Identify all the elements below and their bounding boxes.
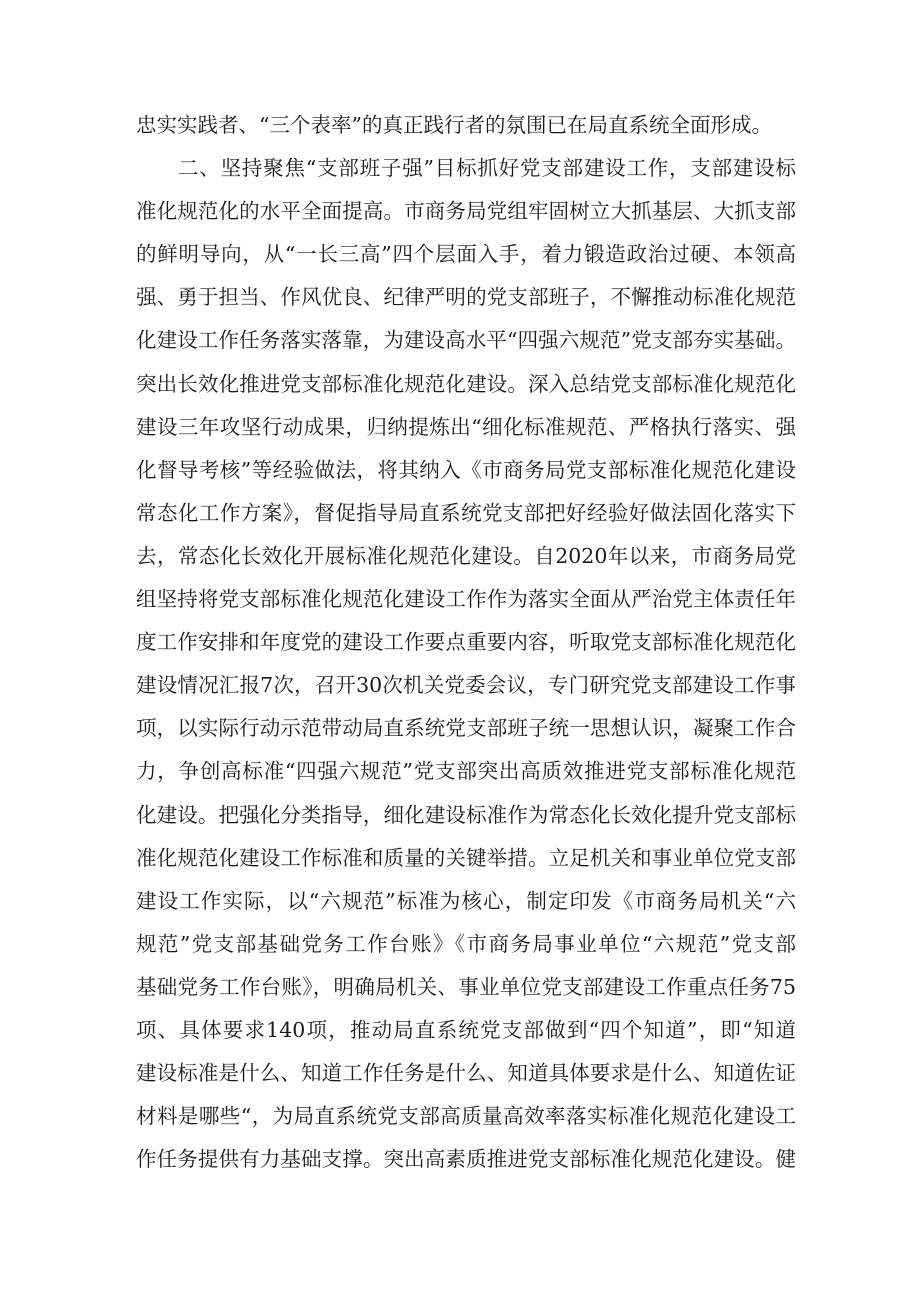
- text-line: 化督导考核”等经验做法，将其纳入《市商务局党支部标准化规范化建设: [136, 457, 796, 482]
- text-line: 化建设工作任务落实落靠，为建设高水平“四强六规范”党支部夯实基础。: [136, 328, 796, 353]
- text-line: 二、坚持聚焦“支部班子强”目标抓好党支部建设工作，支部建设标: [178, 156, 796, 181]
- text-line: 基础党务工作台账》，明确局机关、事业单位党支部建设工作重点任务75: [136, 974, 796, 999]
- text-line: 准化规范化建设工作标准和质量的关键举措。立足机关和事业单位党支部: [136, 845, 796, 870]
- text-line: 准化规范化的水平全面提高。市商务局党组牢固树立大抓基层、大抓支部: [136, 199, 796, 224]
- text-line: 建设三年攻坚行动成果，归纳提炼出“细化标准规范、严格执行落实、强: [136, 414, 796, 439]
- text-line: 建设工作实际，以“六规范”标准为核心，制定印发《市商务局机关“六: [136, 888, 796, 913]
- text-line: 常态化工作方案》，督促指导局直系统党支部把好经验好做法固化落实下: [136, 500, 796, 525]
- text-line: 作任务提供有力基础支撑。突出高素质推进党支部标准化规范化建设。健: [136, 1147, 796, 1172]
- text-line: 力，争创高标准“四强六规范”党支部突出高质效推进党支部标准化规范: [136, 759, 796, 784]
- text-line: 项、具体要求140项，推动局直系统党支部做到“四个知道”，即“知道: [136, 1017, 796, 1042]
- text-line: 规范”党支部基础党务工作台账》《市商务局事业单位“六规范”党支部: [136, 931, 796, 956]
- text-line: 忠实实践者、“三个表率”的真正践行者的氛围已在局直系统全面形成。: [136, 113, 772, 137]
- document-body: [136, 104, 796, 1181]
- text-line: 材料是哪些“，为局直系统党支部高质量高效率落实标准化规范化建设工: [136, 1104, 796, 1129]
- text-line: 建设标准是什么、知道工作任务是什么、知道具体要求是什么、知道佐证: [136, 1061, 796, 1086]
- text-line: 突出长效化推进党支部标准化规范化建设。深入总结党支部标准化规范化: [136, 371, 796, 396]
- text-line: 建设情况汇报7次，召开30次机关党委会议，专门研究党支部建设工作事: [136, 673, 796, 698]
- text-line: 化建设。把强化分类指导，细化建设标准作为常态化长效化提升党支部标: [136, 802, 796, 827]
- text-line: 组坚持将党支部标准化规范化建设工作作为落实全面从严治党主体责任年: [136, 587, 796, 612]
- text-line: 强、勇于担当、作风优良、纪律严明的党支部班子，不懈推动标准化规范: [136, 285, 796, 310]
- text-line: 去，常态化长效化开展标准化规范化建设。自2020年以来，市商务局党: [136, 543, 796, 568]
- text-line: 项，以实际行动示范带动局直系统党支部班子统一思想认识，凝聚工作合: [136, 716, 796, 741]
- text-line: 度工作安排和年度党的建设工作要点重要内容，听取党支部标准化规范化: [136, 630, 796, 655]
- text-line: 的鲜明导向，从“一长三高”四个层面入手，着力锻造政治过硬、本领高: [136, 242, 796, 267]
